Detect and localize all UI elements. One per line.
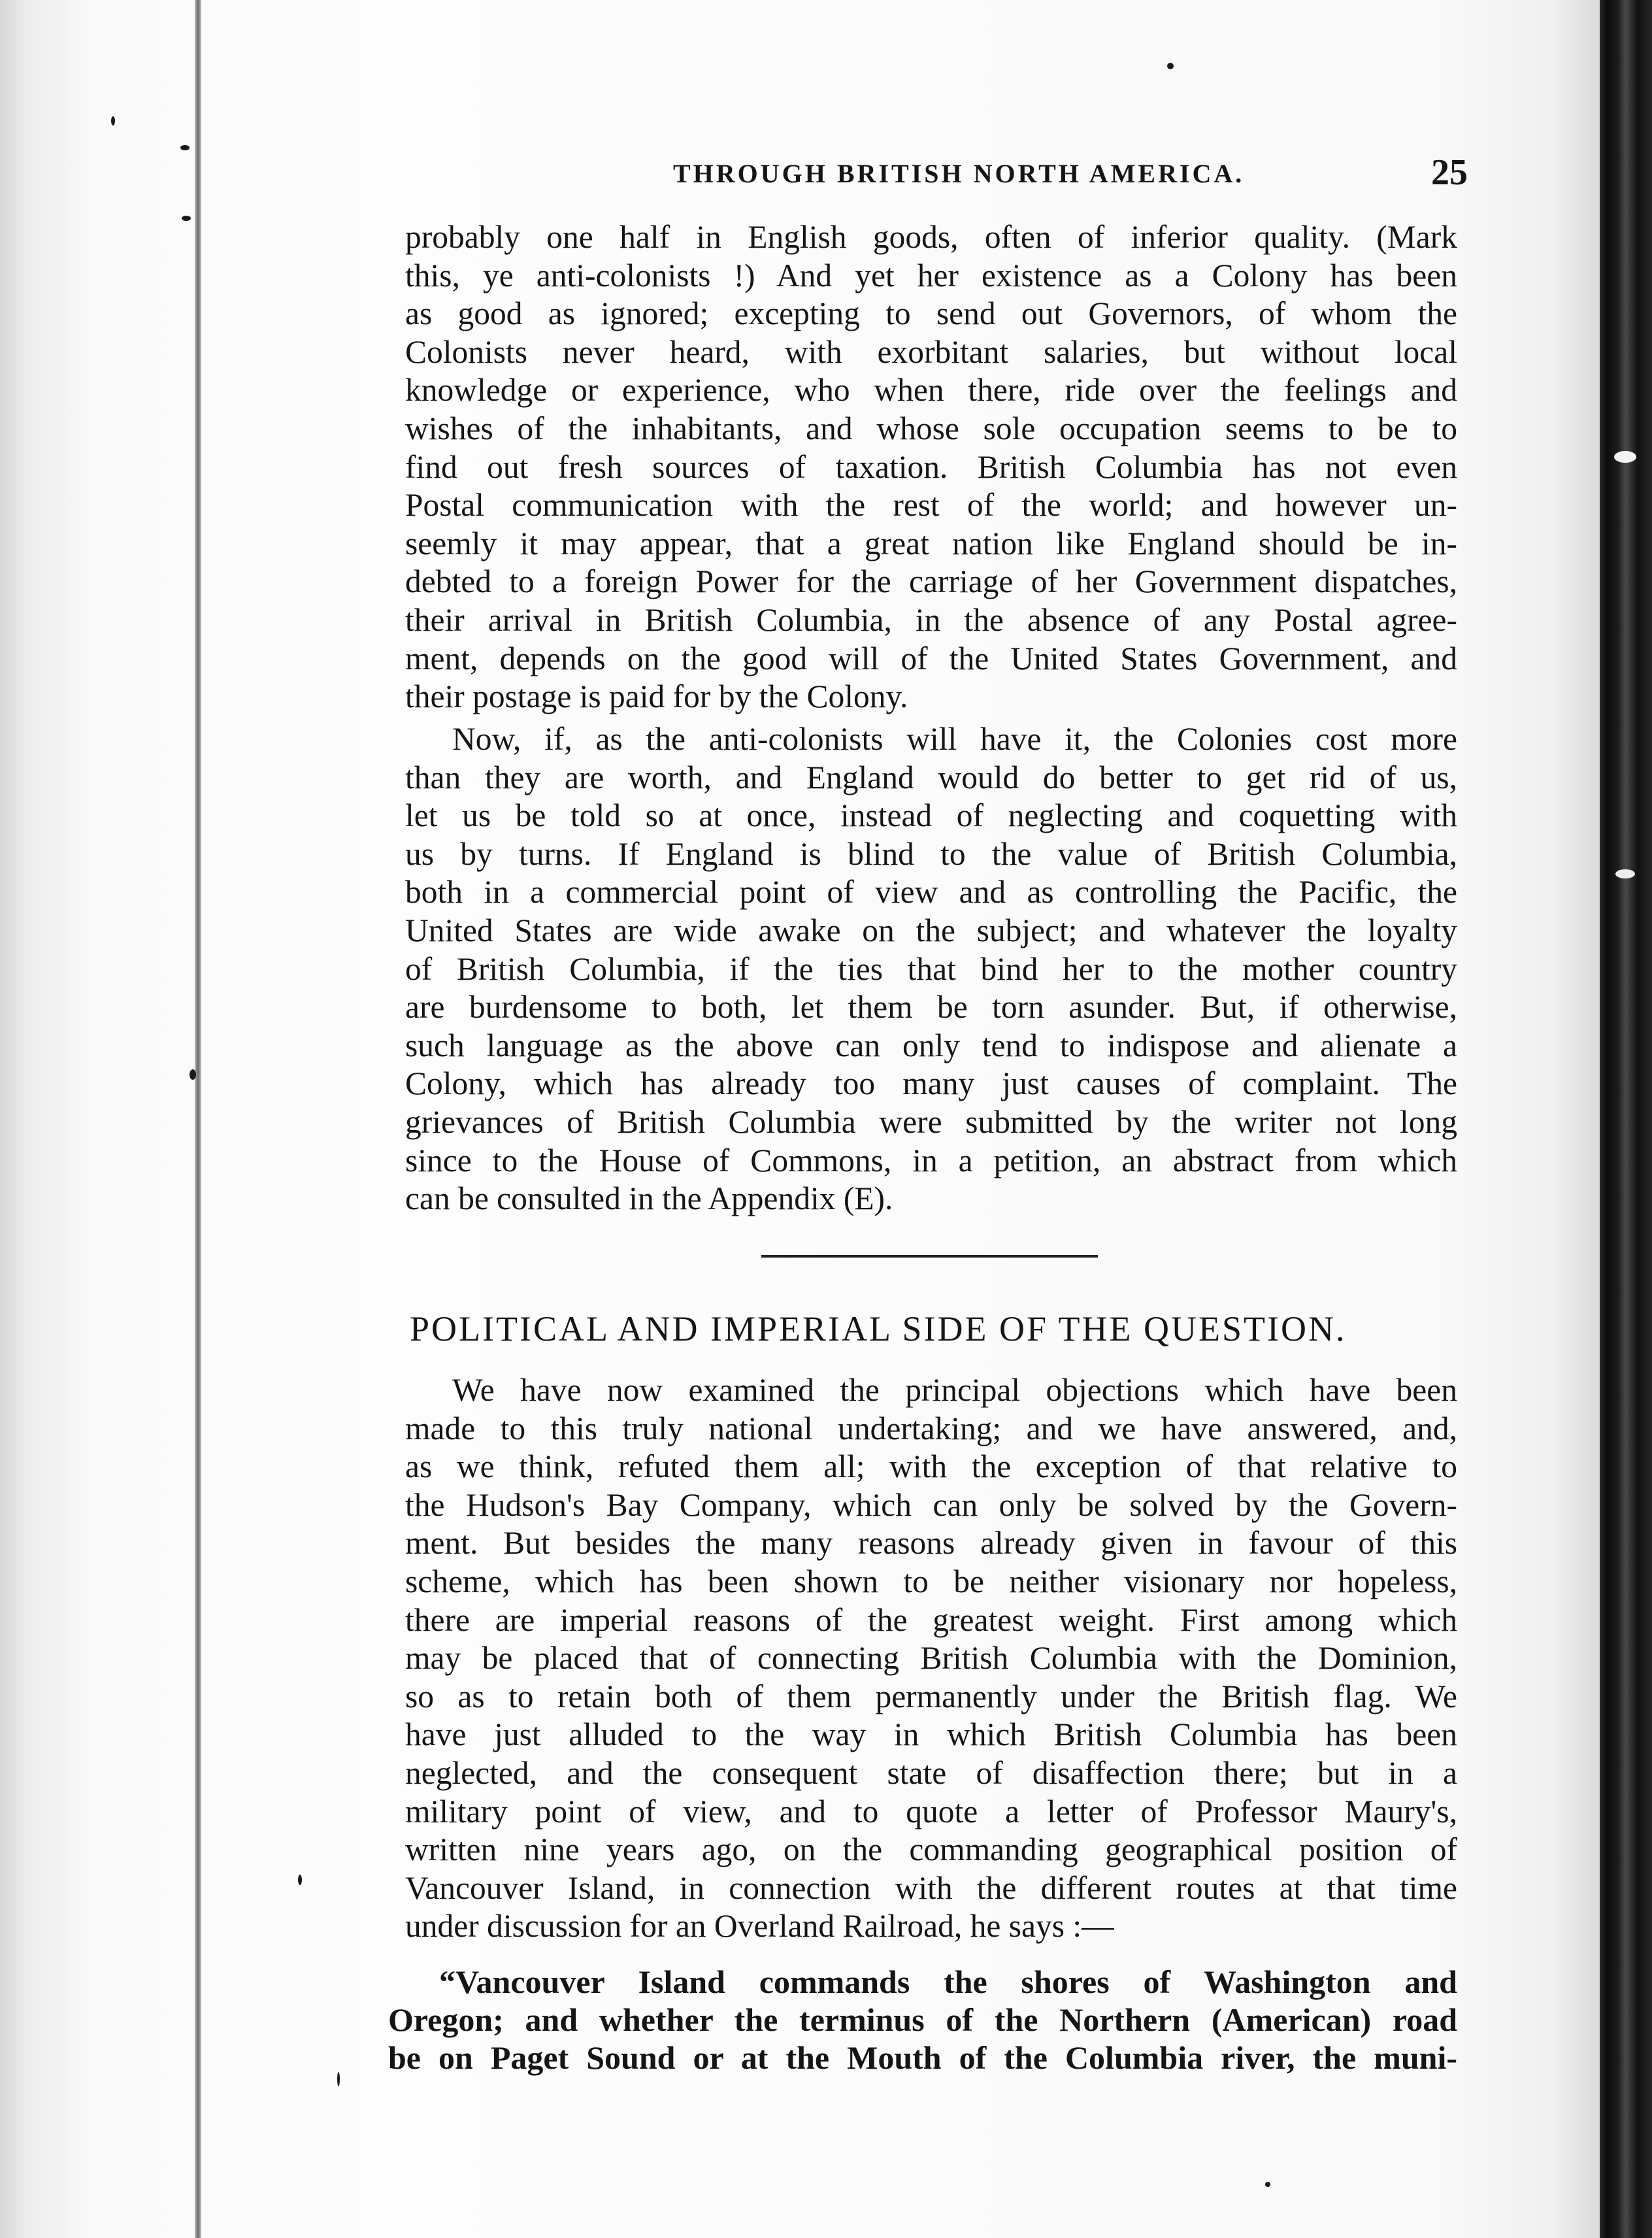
text-line: Vancouver Island, in connection with the different routes at that time — [405, 1869, 1457, 1906]
text-line: have just alluded to the way in which British Columbia has been — [405, 1716, 1457, 1753]
text-line: there are imperial reasons of the greatest weight. First among which — [405, 1601, 1457, 1638]
text-line: grievances of British Columbia were submitted by the writer not long — [405, 1103, 1457, 1140]
page-header — [392, 152, 1477, 204]
scan-speck — [1167, 63, 1174, 69]
scan-speck — [182, 216, 191, 221]
text-line: as good as ignored; excepting to send out Governors, of whom the — [405, 295, 1457, 332]
page-gutter-shadow — [195, 0, 201, 2238]
text-line: Colonists never heard, with exorbitant salaries, but without local — [405, 333, 1457, 370]
running-title: THROUGH BRITISH NORTH AMERICA. — [673, 159, 1245, 188]
text-line: let us be told so at once, instead of neglecting and coquetting with — [405, 797, 1457, 834]
text-line: written nine years ago, on the commanding geographical position of — [405, 1831, 1457, 1868]
text-line: this, ye anti-colonists !) And yet her existence as a Colony has been — [405, 257, 1457, 293]
text-line: Colony, which has already too many just causes of complaint. The — [405, 1065, 1457, 1102]
scan-speck — [190, 1069, 196, 1080]
text-line: us by turns. If England is blind to the value of British Columbia, — [405, 835, 1457, 872]
quote-line: “Vancouver Island commands the shores of Washington and — [439, 1963, 1457, 2000]
text-line: of British Columbia, if the ties that bind her to the mother country — [405, 950, 1457, 987]
text-line: both in a commercial point of view and as controlling the Pacific, the — [405, 874, 1457, 910]
scan-speck — [1615, 869, 1635, 878]
paragraph-1 — [405, 218, 1457, 716]
text-line: debted to a foreign Power for the carriage of her Government dispatches, — [405, 563, 1457, 600]
text-line: their arrival in British Columbia, in the absence of any Postal agree- — [405, 601, 1457, 638]
scan-speck — [180, 145, 190, 150]
scan-speck — [111, 116, 115, 125]
paragraph-3 — [405, 1371, 1457, 1946]
text-line: their postage is paid for by the Colony. — [405, 678, 908, 715]
scan-speck — [1614, 451, 1636, 463]
paragraph-2 — [405, 720, 1457, 1218]
book-edge — [1600, 0, 1652, 2238]
text-line: under discussion for an Overland Railroad, he says :— — [405, 1908, 1114, 1945]
quote-line: Oregon; and whether the terminus of the Northern (American) road — [388, 2001, 1457, 2038]
text-line: find out fresh sources of taxation. British Columbia has not even — [405, 448, 1457, 485]
text-line: since to the House of Commons, in a petition, an abstract from which — [405, 1142, 1457, 1178]
text-line: the Hudson's Bay Company, which can only be solved by the Govern- — [405, 1486, 1457, 1523]
text-line: such language as the above can only tend to indispose and alienate a — [405, 1027, 1457, 1063]
text-line: as we think, refuted them all; with the exception of that relative to — [405, 1448, 1457, 1485]
page-number: 25 — [1431, 152, 1468, 193]
text-line: ment. But besides the many reasons already given in favour of this — [405, 1525, 1457, 1562]
text-line: made to this truly national undertaking; and we have answered, and, — [405, 1410, 1457, 1446]
section-heading: POLITICAL AND IMPERIAL SIDE OF THE QUESTION. — [410, 1309, 1347, 1348]
text-line: can be consulted in the Appendix (E). — [405, 1180, 893, 1217]
scan-speck — [337, 2072, 340, 2086]
text-line: military point of view, and to quote a letter of Professor Maury's, — [405, 1793, 1457, 1829]
text-line: neglected, and the consequent state of disaffection there; but in a — [405, 1754, 1457, 1791]
text-line: probably one half in English goods, often of inferior quality. (Mark — [405, 219, 1457, 255]
quote-line: be on Paget Sound or at the Mouth of the Columbia river, the muni- — [388, 2039, 1457, 2076]
section-divider — [761, 1255, 1098, 1258]
text-line: Postal communication with the rest of the world; and however un- — [405, 487, 1457, 524]
text-line: We have now examined the principal objections which have been — [452, 1372, 1457, 1408]
text-line: are burdensome to both, let them be torn asunder. But, if otherwise, — [405, 989, 1457, 1026]
text-line: seemly it may appear, that a great nation like England should be in- — [405, 525, 1457, 561]
text-line: scheme, which has been shown to be neither visionary nor hopeless, — [405, 1563, 1457, 1599]
text-line: than they are worth, and England would do better to get rid of us, — [405, 759, 1457, 795]
text-line: may be placed that of connecting British Columbia with the Dominion, — [405, 1640, 1457, 1677]
text-line: ment, depends on the good will of the United States Government, and — [405, 640, 1457, 676]
text-line: Now, if, as the anti-colonists will have it, the Colonies cost more — [452, 721, 1457, 757]
block-quote — [388, 1963, 1457, 2077]
scan-speck — [1265, 2182, 1270, 2187]
scan-speck — [298, 1875, 302, 1885]
text-line: knowledge or experience, who when there, ride over the feelings and — [405, 372, 1457, 409]
text-line: United States are wide awake on the subject; and whatever the loyalty — [405, 912, 1457, 948]
text-line: wishes of the inhabitants, and whose sole occupation seems to be to — [405, 410, 1457, 446]
text-line: so as to retain both of them permanently under the British flag. We — [405, 1678, 1457, 1714]
